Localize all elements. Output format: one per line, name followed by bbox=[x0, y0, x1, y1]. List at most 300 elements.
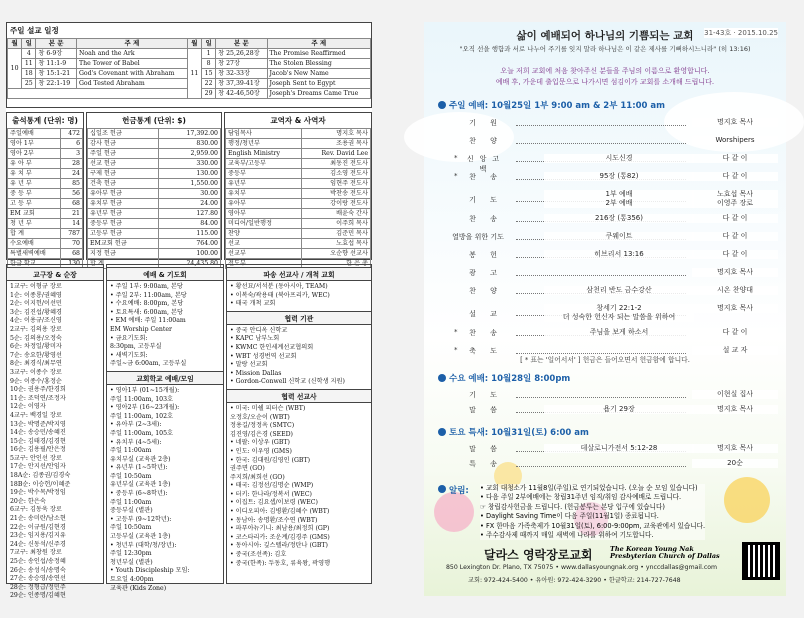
row-label: 영아 1부 bbox=[8, 139, 61, 149]
sunday-service-heading-text: 주일 예배: 10월25일 1부 9:00 am & 2부 11:00 am bbox=[449, 101, 666, 111]
row-label: 중등부 헌금 bbox=[88, 219, 159, 229]
bullet-icon bbox=[438, 101, 446, 109]
row-label: 주일 헌금 bbox=[88, 149, 159, 159]
row-value: 130 bbox=[61, 259, 83, 269]
table-row bbox=[226, 209, 371, 219]
list-item: • 유치부 (4~5세): bbox=[110, 438, 162, 446]
list-item: • 수요예배: 8:00pm, 본당 bbox=[110, 300, 184, 308]
list-item: • 주일 1부: 9:00am, 본당 bbox=[110, 283, 183, 290]
church-motto: 삶이 예배되어 하나님의 기쁨되는 교회 bbox=[516, 30, 694, 42]
service-item-leader: 다 같 이 bbox=[692, 232, 778, 241]
table-row bbox=[8, 49, 371, 59]
service-row bbox=[424, 190, 786, 212]
list-item: 4순: 이용규/조신영 bbox=[10, 317, 62, 325]
schedule-cell: 창 27장 bbox=[216, 59, 267, 69]
service-item-label: 기 도 bbox=[469, 196, 503, 204]
schedule-cell: The Stolen Blessing bbox=[267, 59, 370, 69]
row-label: EM교회 헌금 bbox=[88, 239, 159, 249]
schedule-cell: Jacob's New Name bbox=[267, 69, 370, 79]
staff-title: 교역자 & 사역자 bbox=[270, 116, 326, 125]
service-row bbox=[424, 172, 786, 186]
row-value: 28 bbox=[61, 159, 83, 169]
list-item: 정용길/정정옥 (SMTC) bbox=[230, 422, 295, 430]
table-row bbox=[88, 169, 221, 179]
row-label: 담임목사 bbox=[226, 129, 302, 139]
list-item: 오정호/오순이 (WBT) bbox=[230, 413, 290, 421]
list-item: • KWMC 한인세계선교협의회 bbox=[230, 343, 314, 351]
flower-decoration bbox=[724, 477, 770, 523]
service-row bbox=[424, 250, 786, 264]
row-value: 330.00 bbox=[158, 159, 220, 169]
saturday-service-heading-text: 토요 특새: 10월31일(토) 6:00 am bbox=[449, 428, 589, 438]
row-label: 지정 헌금 bbox=[88, 249, 159, 259]
issue-badge: 31-43호 · 2015.10.25 bbox=[704, 29, 778, 37]
row-value: 조용권 목사 bbox=[302, 139, 371, 149]
schedule-cell: 29 bbox=[201, 89, 215, 99]
schedule-cell: 11 bbox=[22, 59, 36, 69]
row-label: 찬양 bbox=[226, 229, 302, 239]
table-row bbox=[8, 189, 83, 199]
table-row bbox=[226, 179, 371, 189]
table-row bbox=[226, 219, 371, 229]
districts-box bbox=[6, 264, 104, 600]
list-item: 3교구: 이종수 장로 bbox=[10, 368, 62, 376]
list-item: • 이복숙/곽용태 (북아프리카, WEC) bbox=[230, 291, 330, 299]
service-item-label: 찬 송 bbox=[469, 329, 503, 337]
list-item: 20순: 한은숙 bbox=[10, 497, 46, 505]
list-item: 주일 12:30pm bbox=[110, 550, 152, 558]
row-label: 청 년 부 bbox=[8, 219, 61, 229]
service-item-leader: 이현실 집사 bbox=[692, 390, 778, 399]
schedule-cell: Joseph Sent to Egypt bbox=[267, 79, 370, 89]
notice-item: • Daylight Saving Time이 다음 주일(11월1일) 종료됩니다. bbox=[480, 512, 659, 521]
row-value: 임현주 전도사 bbox=[302, 179, 371, 189]
service-item-content: 주님을 보게 하소서 bbox=[544, 328, 694, 337]
row-value: 이주희 목사 bbox=[302, 219, 371, 229]
list-item: 5교구: 안인선 장로 bbox=[10, 454, 62, 462]
service-item-leader: Worshipers bbox=[692, 136, 778, 145]
service-item-leader: 20순 bbox=[692, 459, 778, 468]
list-item: 유년부실 (교육관 1층) bbox=[110, 481, 171, 489]
row-value: 최동진 전도사 bbox=[302, 159, 371, 169]
list-item: • 청년부 (대학/청/장년): bbox=[110, 541, 177, 549]
schedule-header: 본 문 bbox=[216, 39, 267, 49]
standing-mark: * bbox=[454, 154, 458, 162]
table-row bbox=[8, 199, 83, 209]
service-item-label: 기 원 bbox=[469, 119, 503, 127]
row-label: 한글 학교 bbox=[8, 259, 61, 269]
row-value: 764.00 bbox=[158, 239, 220, 249]
row-value: 830.00 bbox=[158, 139, 220, 149]
bulletin-right-page bbox=[424, 22, 786, 596]
table-row bbox=[88, 159, 221, 169]
schedule-header: 주 제 bbox=[76, 39, 187, 49]
list-item: • 파푸아뉴기니: 최남용/최정희 (GP) bbox=[230, 525, 330, 533]
saturday-service-heading bbox=[438, 426, 589, 438]
schedule-header: 본 문 bbox=[36, 39, 77, 49]
table-row bbox=[226, 139, 371, 149]
service-item-label: 광 고 bbox=[469, 269, 503, 277]
wednesday-service-heading-text: 수요 예배: 10월28일 8:00pm bbox=[449, 374, 571, 384]
service-row bbox=[424, 444, 786, 458]
service-row bbox=[424, 459, 786, 473]
table-row bbox=[8, 209, 83, 219]
row-label: 고 등 부 bbox=[8, 199, 61, 209]
schedule-cell: 1 bbox=[201, 49, 215, 59]
schedule-cell: 창 37,39-41장 bbox=[216, 79, 267, 89]
row-label: 합 계 bbox=[8, 229, 61, 239]
table-row bbox=[8, 229, 83, 239]
row-label: 중 등 부 bbox=[8, 189, 61, 199]
service-item-label: 찬 송 bbox=[469, 173, 503, 181]
list-item: EM Worship Center bbox=[110, 325, 172, 333]
service-item-leader: 다 같 이 bbox=[692, 214, 778, 223]
church-name-korean: 달라스 영락장로교회 bbox=[484, 548, 593, 562]
row-value: 17,392.00 bbox=[158, 129, 220, 139]
dotted-leader bbox=[516, 466, 686, 467]
schedule-header: 월 bbox=[187, 39, 201, 49]
list-item: • 중국(조선족): 김호 bbox=[230, 551, 287, 559]
service-row bbox=[424, 154, 786, 173]
schedule-header: 주 제 bbox=[267, 39, 370, 49]
row-label: 미디어/일반행정 bbox=[226, 219, 302, 229]
table-row bbox=[88, 239, 221, 249]
list-item: 16순: 김용필/안은정 bbox=[10, 446, 66, 454]
table-row bbox=[226, 169, 371, 179]
notice-heading bbox=[438, 484, 469, 496]
schedule-cell: 22 bbox=[201, 79, 215, 89]
service-item-label: 봉 헌 bbox=[469, 251, 503, 259]
standing-note: [ * 표는 '일어서서' ] 헌금은 들어오면서 헌금함에 합니다. bbox=[520, 356, 690, 364]
list-item: 26순: 송성식/송명숙 bbox=[10, 566, 66, 574]
row-label: 선교부 bbox=[226, 249, 302, 259]
list-item: 25순: 송인섭/송정혜 bbox=[10, 558, 66, 565]
service-row bbox=[424, 232, 786, 246]
list-item: 7교구: 최창원 장로 bbox=[10, 549, 62, 557]
table-row bbox=[88, 179, 221, 189]
list-item: 18B순: 이승헌/이혜준 bbox=[10, 480, 71, 488]
service-item-label: 말 씀 bbox=[469, 406, 503, 414]
schedule-cell: 창 25,26,28장 bbox=[216, 49, 267, 59]
list-item: 주지희/최희선 (GO) bbox=[230, 473, 285, 481]
list-item: 21순: 송미란/남소현 bbox=[10, 515, 66, 523]
table-row bbox=[88, 199, 221, 209]
service-item-label: 설 교 bbox=[469, 310, 503, 318]
row-value: 3 bbox=[61, 149, 83, 159]
row-label: 유 치 부 bbox=[8, 169, 61, 179]
sermon-schedule-table bbox=[7, 38, 371, 99]
districts-title: 교구장 & 순장 bbox=[7, 267, 103, 281]
row-label: 주일예배 bbox=[8, 129, 61, 139]
month-cell: 11 bbox=[187, 49, 201, 99]
service-item-leader: 시온 찬양대 bbox=[692, 286, 778, 295]
service-item-label: 기 도 bbox=[469, 391, 503, 399]
bullet-icon bbox=[438, 428, 446, 436]
list-item: • 중등부 (6~8학년): bbox=[110, 490, 168, 498]
list-item: 23순: 임지용/김지유 bbox=[10, 532, 66, 540]
list-item: • 이디오피아: 김병환/김혜수 (WBT) bbox=[230, 508, 330, 516]
row-label: 선교 bbox=[226, 239, 302, 249]
list-item: 19순: 박수목/박정임 bbox=[10, 489, 66, 497]
list-item: 15순: 김태경/김경현 bbox=[10, 437, 66, 445]
row-value: 명지호 목사 bbox=[302, 129, 371, 139]
schedule-cell: 창 42-46,50장 bbox=[216, 89, 267, 99]
row-label: 행정/청년부 bbox=[226, 139, 302, 149]
service-item-content: 216장 (통356) bbox=[544, 214, 694, 223]
list-item: • 동남아: 송명환/조수연 (WBT) bbox=[230, 516, 318, 524]
row-value: 배윤숙 간사 bbox=[302, 209, 371, 219]
table-row bbox=[226, 189, 371, 199]
list-item: 권주면 (GO) bbox=[230, 465, 265, 473]
row-value: 130.00 bbox=[158, 169, 220, 179]
row-value: 115.00 bbox=[158, 229, 220, 239]
table-row bbox=[226, 249, 371, 259]
schedule-cell: 15 bbox=[201, 69, 215, 79]
list-item: 12순: 이영자 bbox=[10, 403, 46, 411]
list-item: 8:30pm, 고등부실 bbox=[110, 343, 162, 351]
table-row bbox=[8, 249, 83, 259]
notice-list bbox=[480, 484, 705, 540]
list-item: 김진영/김은경 (SEED) bbox=[230, 430, 293, 438]
row-value: 56 bbox=[61, 189, 83, 199]
bulletin-left-page bbox=[6, 22, 372, 600]
row-label: 전도부 bbox=[226, 259, 302, 269]
list-item: • KAPC 남부노회 bbox=[230, 335, 280, 343]
list-item: 3순: 김진섭/황혜경 bbox=[10, 308, 62, 316]
list-item: • 말랑 선교회 bbox=[230, 361, 268, 369]
list-item: 2순: 이지헌/이선민 bbox=[10, 300, 62, 308]
row-label: EM 교회 bbox=[8, 209, 61, 219]
list-item: • 토요특새: 6:00am, 본당 bbox=[110, 308, 183, 316]
empty-cell bbox=[8, 89, 188, 99]
notice-item: • 교회 대청소가 11월8일(주일)로 연기되었습니다. (오늘 순 모임 있습니다) bbox=[480, 484, 698, 492]
list-item: • 인도: 이우영 (GMS) bbox=[230, 447, 292, 455]
notice-item: • 주수감사제 때까지 매일 새벽에 나라를 위하여 기도합니다. bbox=[480, 531, 654, 540]
standing-mark: * bbox=[454, 346, 458, 354]
list-item: • 미국: 미쉘 피터슨 (WBT) bbox=[230, 404, 306, 412]
row-label: 유치부 헌금 bbox=[88, 199, 159, 209]
list-item: 토요일 4:00pm bbox=[110, 576, 154, 583]
church-phones: 교회: 972-424-5400 • 유아원: 972-424-3290 • 한글학교: 214-727-7648 bbox=[468, 577, 681, 584]
schedule-cell: The Tower of Babel bbox=[76, 59, 187, 69]
row-value: Rev. David Lee bbox=[302, 149, 371, 159]
service-item-leader: 명지호 목사 bbox=[692, 405, 778, 414]
worship-title: 예배 & 기도회 bbox=[107, 267, 223, 281]
orgs-title: 협력 기관 bbox=[227, 311, 371, 325]
row-label: 유년부 bbox=[226, 179, 302, 189]
schedule-cell: Noah and the Ark bbox=[76, 49, 187, 59]
row-value: 21 bbox=[61, 209, 83, 219]
list-item: • 한국: 김대원/김영인 (GBT) bbox=[230, 456, 310, 464]
row-label: 유아부 헌금 bbox=[88, 189, 159, 199]
service-item-leader: 노효섭 목사 이영주 장로 bbox=[692, 190, 778, 208]
schedule-cell: 창 22:1-19 bbox=[36, 79, 77, 89]
flower-decoration bbox=[434, 492, 474, 532]
row-label: 영아 2부 bbox=[8, 149, 61, 159]
service-row bbox=[424, 268, 786, 282]
list-item: 주일 10:50am bbox=[110, 524, 152, 532]
service-item-content: 욥기 29장 bbox=[544, 405, 694, 414]
staff-box bbox=[224, 112, 372, 267]
row-value: 100.00 bbox=[158, 249, 220, 259]
row-value: 68 bbox=[61, 249, 83, 259]
schedule-cell: The Promise Reaffirmed bbox=[267, 49, 370, 59]
row-value: 1,550.00 bbox=[158, 179, 220, 189]
service-item-content: 1부 예배 2부 예배 bbox=[544, 190, 694, 208]
service-item-leader: 명지호 목사 bbox=[692, 304, 778, 313]
row-value: 70 bbox=[61, 239, 83, 249]
table-row bbox=[226, 239, 371, 249]
service-row bbox=[424, 405, 786, 419]
standing-mark: * bbox=[454, 328, 458, 336]
row-value: 김소영 전도사 bbox=[302, 169, 371, 179]
list-item: 유치부실 (교육관 2층) bbox=[110, 455, 171, 463]
row-label: 유 아 부 bbox=[8, 159, 61, 169]
sunday-service-heading bbox=[438, 99, 665, 111]
list-item: • Gordon-Conwell 신학교 (신학생 지원) bbox=[230, 378, 345, 386]
schedule-cell: 창 15:1-21 bbox=[36, 69, 77, 79]
list-item: • 태국 개척 교회 bbox=[230, 300, 276, 308]
schedule-cell: 18 bbox=[22, 69, 36, 79]
table-row bbox=[8, 239, 83, 249]
table-row bbox=[226, 199, 371, 209]
row-value: 24 bbox=[61, 169, 83, 179]
row-value: 84.00 bbox=[158, 219, 220, 229]
sermon-schedule-title: 주일 설교 일정 bbox=[10, 26, 59, 35]
schedule-cell: 창 11:1-9 bbox=[36, 59, 77, 69]
list-item: • 네팔: 이상우 (GBT) bbox=[230, 439, 290, 447]
row-label: 구제 헌금 bbox=[88, 169, 159, 179]
list-item: 27순: 송승영/송연선 bbox=[10, 575, 66, 583]
row-label: 중등부 bbox=[226, 169, 302, 179]
service-item-leader: 다 같 이 bbox=[692, 172, 778, 181]
sermon-schedule bbox=[6, 22, 372, 108]
list-item: 6순: 차정일/황미자 bbox=[10, 343, 62, 351]
notice-heading-text: 알림: bbox=[449, 486, 469, 496]
list-item: • 중국(한족): 두동호, 류육왕, 곽영행 bbox=[230, 559, 331, 567]
list-item: 주일 11:00am bbox=[110, 498, 152, 506]
list-item: 29순: 인종명/김혜현 bbox=[10, 592, 66, 600]
service-item-leader: 명지호 목사 bbox=[692, 444, 778, 453]
notice-item: ☞ 창립감사헌금을 드립니다. (헌금봉투는 본당 입구에 있습니다) bbox=[480, 502, 665, 511]
service-item-label: 특 송 bbox=[469, 460, 503, 468]
row-value: 85 bbox=[61, 179, 83, 189]
row-value: 한 은 총 bbox=[302, 259, 371, 269]
table-row bbox=[8, 169, 83, 179]
table-row bbox=[88, 189, 221, 199]
service-item-leader: 다 같 이 bbox=[692, 154, 778, 163]
table-row bbox=[88, 139, 221, 149]
schedule-cell: 창 32-33장 bbox=[216, 69, 267, 79]
service-item-leader: 명지호 목사 bbox=[692, 118, 778, 127]
table-row bbox=[8, 139, 83, 149]
qr-code[interactable] bbox=[742, 542, 780, 580]
service-item-leader: 명지호 목사 bbox=[692, 268, 778, 277]
row-value: 472 bbox=[61, 129, 83, 139]
list-item: • WBT 성경번역 선교회 bbox=[230, 352, 297, 360]
service-item-content: 쿠웨이트 bbox=[544, 232, 694, 241]
list-item: • Mission Dallas bbox=[230, 369, 282, 377]
attendance-title: 출석통계 (단위: 명) bbox=[12, 116, 78, 125]
row-value: 24.00 bbox=[158, 199, 220, 209]
list-item: 7순: 송요한/황영선 bbox=[10, 351, 62, 359]
list-item: • 동아시아: 깊스텔라/정탄나 (GBT) bbox=[230, 542, 328, 550]
worship-box bbox=[106, 264, 224, 592]
row-label: 유치부 bbox=[226, 189, 302, 199]
list-item: 22순: 이규원/김현경 bbox=[10, 523, 66, 531]
school-title: 교회학교 예배/모임 bbox=[107, 371, 223, 385]
missions-box bbox=[226, 264, 372, 584]
list-item: • 영아1부 (01~15개월): bbox=[110, 386, 180, 394]
service-item-leader: 설 교 자 bbox=[692, 346, 778, 355]
schedule-cell: God's Covenant with Abraham bbox=[76, 69, 187, 79]
list-item: • 터키: 한나라/정복서 (WEC) bbox=[230, 490, 312, 498]
schedule-cell: Joseph's Dreams Came True bbox=[267, 89, 370, 99]
list-item: 24순: 신동석/신주경 bbox=[10, 540, 66, 548]
row-label: 유 년 부 bbox=[8, 179, 61, 189]
dotted-leader bbox=[516, 275, 686, 276]
missionaries-title: 파송 선교사 / 개척 교회 bbox=[227, 267, 371, 281]
list-item: 10순: 권용주/한경희 bbox=[10, 386, 66, 394]
list-item: 교육관 (Kids Zone) bbox=[110, 584, 167, 592]
row-value: 14 bbox=[61, 219, 83, 229]
table-row bbox=[226, 149, 371, 159]
list-item: 5순: 김의용/오정숙 bbox=[10, 334, 62, 342]
list-item: • 유년부 (1~5학년): bbox=[110, 464, 168, 472]
row-label: 고등부 헌금 bbox=[88, 229, 159, 239]
bullet-icon bbox=[438, 374, 446, 382]
list-item: • 주일 2부: 11:00am, 본당 bbox=[110, 291, 187, 299]
service-item-label: 말 씀 bbox=[469, 445, 503, 453]
row-label: 영아부 bbox=[226, 209, 302, 219]
service-row bbox=[424, 304, 786, 326]
list-item: • Youth Discipleship 모임: bbox=[110, 567, 190, 575]
wednesday-service-heading bbox=[438, 372, 570, 384]
list-item: 1순: 이종룡/권혜영 bbox=[10, 291, 62, 299]
church-address: 850 Lexington Dr. Plano, TX 75075 • www.dallasyoungnak.org • ynccdallas@gmail.com bbox=[446, 564, 718, 571]
list-item: • 유아부 (2~3세): bbox=[110, 421, 162, 429]
list-item: 주일 11:00am, 102호 bbox=[110, 412, 174, 420]
schedule-header: 일 bbox=[22, 39, 36, 49]
list-item: 18A순: 김종권/김경숙 bbox=[10, 472, 71, 480]
row-value: 30.00 bbox=[158, 189, 220, 199]
table-row bbox=[8, 179, 83, 189]
welcome-line-1: 오늘 저희 교회에 처음 찾아주신 분들을 주님의 이름으로 환영합니다. bbox=[500, 67, 710, 75]
service-item-label: 축 도 bbox=[469, 347, 503, 355]
list-item: 주일~금 6:00am, 고등부실 bbox=[110, 360, 187, 368]
row-label: 선교 헌금 bbox=[88, 159, 159, 169]
schedule-cell: God Tested Abraham bbox=[76, 79, 187, 89]
list-item: 고등부실 (교육관 1층) bbox=[110, 533, 171, 541]
list-item: • 황선묘/서석분 (동아시아, TEAM) bbox=[230, 283, 328, 290]
list-item: 주일 10:50am bbox=[110, 472, 152, 480]
table-row bbox=[8, 159, 83, 169]
table-row bbox=[226, 229, 371, 239]
dotted-leader bbox=[516, 143, 686, 144]
service-row bbox=[424, 328, 786, 342]
table-row bbox=[8, 149, 83, 159]
table-row bbox=[226, 159, 371, 169]
table-row bbox=[88, 149, 221, 159]
notice-item: • 다음 주일 2부예배에는 창립31주년 임직/취임 감사예배로 드립니다. bbox=[480, 493, 682, 502]
row-label: 특별새벽예배 bbox=[8, 249, 61, 259]
list-item: 17순: 안지선/안임자 bbox=[10, 463, 66, 471]
row-label: 십일조 헌금 bbox=[88, 129, 159, 139]
row-label: 합 계 bbox=[88, 259, 159, 269]
row-value: 강이랑 전도사 bbox=[302, 199, 371, 209]
schedule-header: 일 bbox=[201, 39, 215, 49]
schedule-cell: 창 6-9장 bbox=[36, 49, 77, 59]
